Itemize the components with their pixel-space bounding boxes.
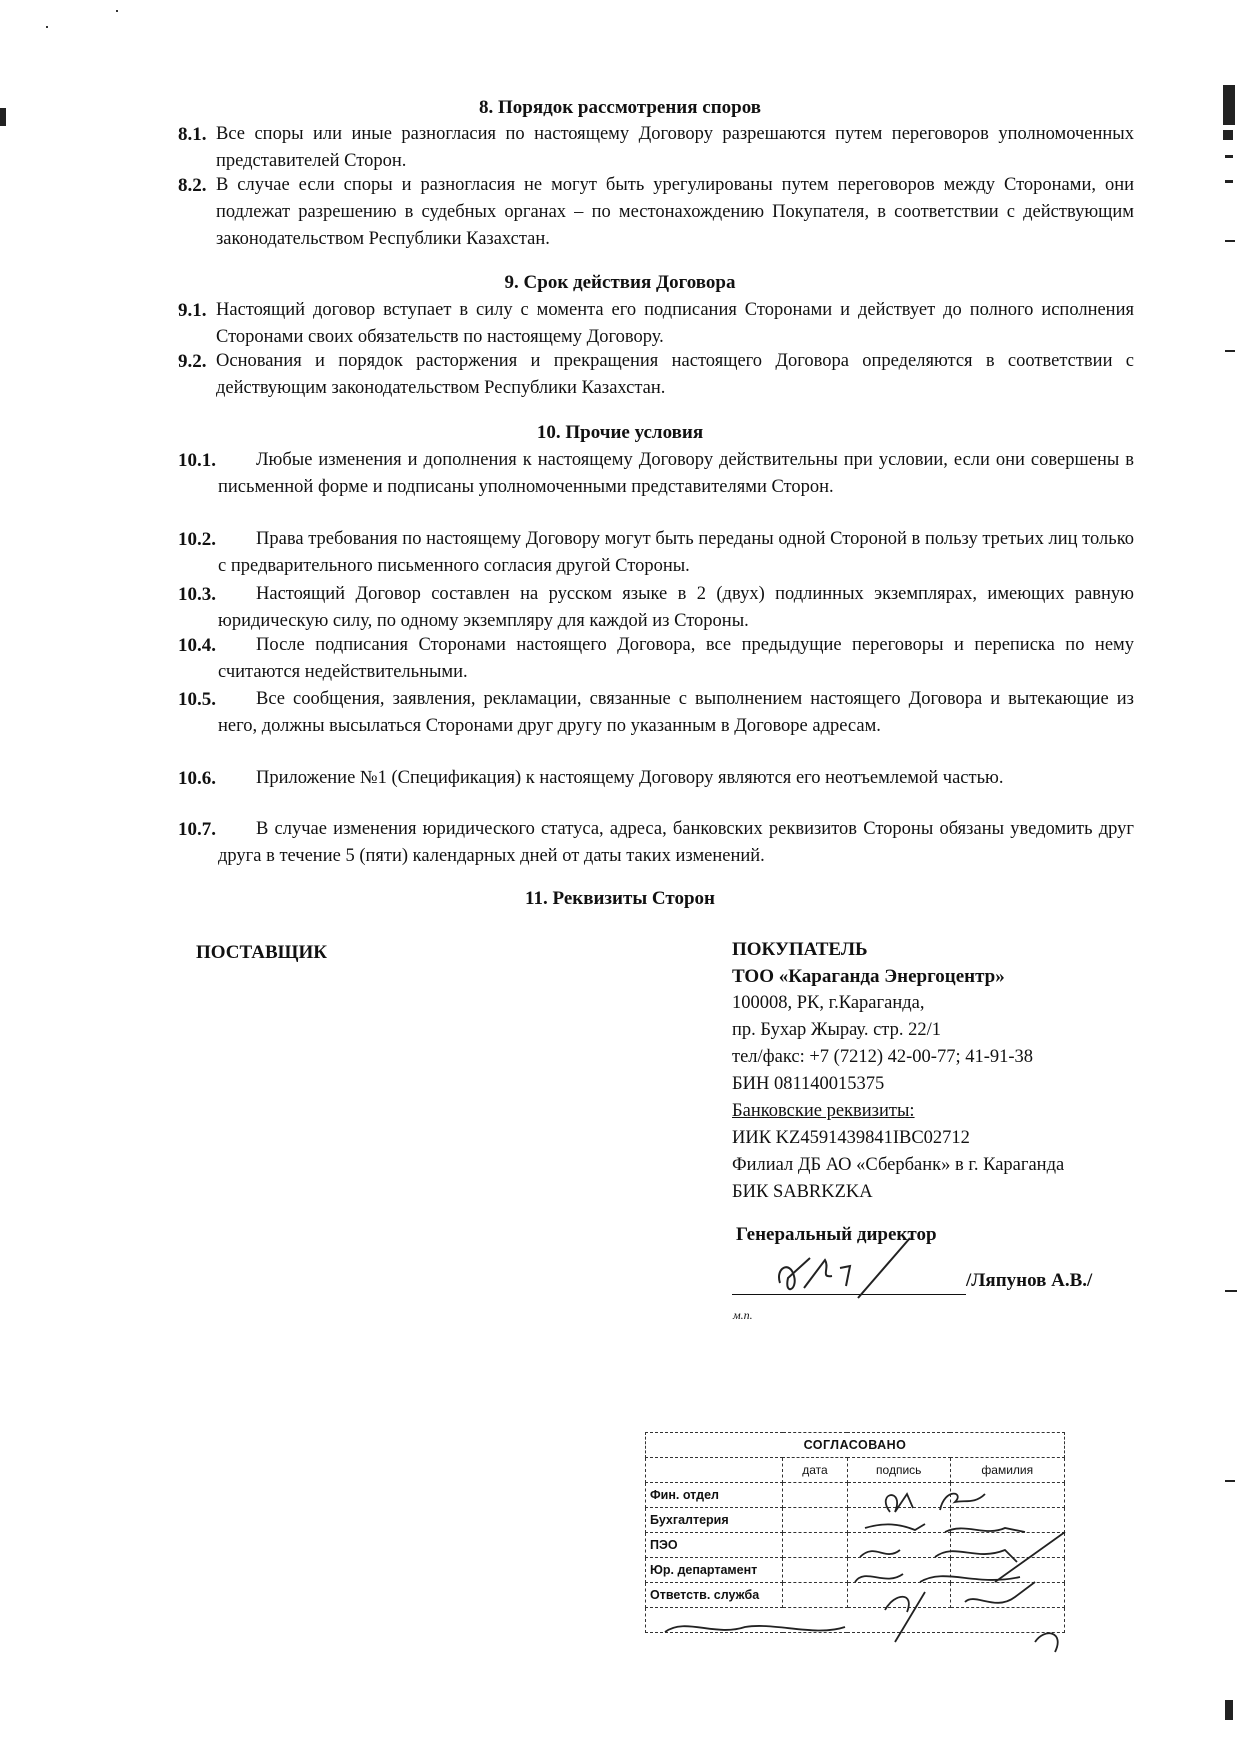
scan-artifact bbox=[1225, 1480, 1235, 1482]
clause-number: 9.2. bbox=[178, 351, 207, 372]
approval-row-label: Юр. департамент bbox=[646, 1558, 783, 1583]
signatory-position: Генеральный директор bbox=[736, 1224, 937, 1245]
scan-artifact bbox=[1223, 85, 1235, 125]
approval-title: СОГЛАСОВАНО bbox=[646, 1433, 1065, 1458]
approval-column-header: подпись bbox=[847, 1458, 950, 1483]
clause-text: После подписания Сторонами настоящего Договора, все предыдущие переговоры и переписка по нему считаются недействительными. bbox=[218, 635, 1134, 682]
clause-number: 8.1. bbox=[178, 124, 207, 145]
clause-10-3 bbox=[178, 581, 1134, 635]
scan-artifact bbox=[1225, 350, 1235, 352]
buyer-iik: ИИК KZ4591439841IBC02712 bbox=[732, 1128, 970, 1148]
director-signature-icon bbox=[770, 1238, 920, 1308]
approval-row-label: Ответств. служба bbox=[646, 1583, 783, 1608]
clause-number: 10.2. bbox=[178, 529, 216, 550]
clause-text: Все сообщения, заявления, рекламации, связанные с выполнением настоящего Договора и вытекающие из него, должны высылаться Сторонами друг другу по указанным в Договоре адресам. bbox=[218, 689, 1134, 736]
clause-10-1 bbox=[178, 447, 1134, 501]
clause-9-2 bbox=[178, 348, 1134, 402]
supplier-label: ПОСТАВЩИК bbox=[196, 942, 328, 963]
clause-number: 8.2. bbox=[178, 175, 207, 196]
clause-number: 10.5. bbox=[178, 689, 216, 710]
approval-stamp bbox=[645, 1432, 1065, 1632]
buyer-company: ТОО «Караганда Энергоцентр» bbox=[732, 966, 1005, 987]
buyer-bik: БИК SABRKZKA bbox=[732, 1182, 873, 1202]
clause-text: Основания и порядок расторжения и прекращения настоящего Договора определяются в соответствии с действующим законодательством Республики Казахстан. bbox=[216, 351, 1134, 398]
scan-artifact bbox=[1225, 240, 1235, 242]
clause-text: Все споры или иные разногласия по настоящему Договору разрешаются путем переговоров уполномоченных представителей Сторон. bbox=[216, 124, 1134, 171]
clause-text: Права требования по настоящему Договору могут быть переданы одной Стороной в пользу третьих лиц только с предварительного письменного согласия другой Стороны. bbox=[218, 529, 1134, 576]
section-heading-8: 8. Порядок рассмотрения споров bbox=[478, 97, 762, 118]
clause-text: Настоящий Договор составлен на русском языке в 2 (двух) подлинных экземплярах, имеющих равную юридическую силу, по одному экземпляру для каждой из Стороны. bbox=[218, 584, 1134, 631]
scan-artifact bbox=[46, 26, 48, 28]
buyer-bank: Филиал ДБ АО «Сбербанк» в г. Караганда bbox=[732, 1155, 1065, 1175]
clause-text: Настоящий договор вступает в силу с момента его подписания Сторонами и действует до полного исполнения Сторонами своих обязательств по настоящему Договору. bbox=[216, 300, 1134, 347]
clause-10-7 bbox=[178, 816, 1134, 870]
approval-column-header: дата bbox=[783, 1458, 848, 1483]
clause-number: 9.1. bbox=[178, 300, 207, 321]
clause-8-1 bbox=[178, 121, 1134, 175]
buyer-phone: тел/факс: +7 (7212) 42-00-77; 41-91-38 bbox=[732, 1047, 1034, 1067]
clause-text: В случае если споры и разногласия не могут быть урегулированы путем переговоров между Сторонами, они подлежат разрешению в судебных органах – по местонахождению Покупателя, в соответствии с действующим законодательством Республики Казахстан. bbox=[216, 175, 1134, 249]
clause-number: 10.3. bbox=[178, 584, 216, 605]
section-heading-10: 10. Прочие условия bbox=[536, 422, 704, 443]
scan-artifact bbox=[1225, 180, 1233, 183]
scan-artifact bbox=[1225, 1290, 1237, 1292]
clause-10-2 bbox=[178, 526, 1134, 580]
approval-signatures-icon bbox=[645, 1432, 1115, 1672]
scan-artifact bbox=[1225, 1700, 1233, 1720]
approval-row-label: ПЭО bbox=[646, 1533, 783, 1558]
clause-text: В случае изменения юридического статуса, адреса, банковских реквизитов Стороны обязаны уведомить друг друга в течение 5 (пяти) календарных дней от даты таких изменений. bbox=[218, 819, 1134, 866]
signatory-name: /Ляпунов А.В./ bbox=[966, 1270, 1093, 1291]
clause-number: 10.7. bbox=[178, 819, 216, 840]
approval-column-header: фамилия bbox=[950, 1458, 1065, 1483]
buyer-bank-label: Банковские реквизиты: bbox=[732, 1101, 915, 1121]
clause-10-6 bbox=[178, 765, 1134, 792]
buyer-address-line2: пр. Бухар Жырау. стр. 22/1 bbox=[732, 1020, 941, 1040]
buyer-details bbox=[732, 936, 1064, 1206]
buyer-bin: БИН 081140015375 bbox=[732, 1074, 885, 1094]
approval-row-label: Бухгалтерия bbox=[646, 1508, 783, 1533]
stamp-place-label: м.п. bbox=[733, 1308, 753, 1322]
clause-10-4 bbox=[178, 632, 1134, 686]
clause-number: 10.6. bbox=[178, 768, 216, 789]
clause-number: 10.1. bbox=[178, 450, 216, 471]
section-heading-9: 9. Срок действия Договора bbox=[504, 272, 736, 293]
scan-artifact bbox=[1223, 130, 1233, 140]
section-heading-11: 11. Реквизиты Сторон bbox=[525, 888, 715, 909]
clause-number: 10.4. bbox=[178, 635, 216, 656]
clause-text: Приложение №1 (Спецификация) к настоящему Договору являются его неотъемлемой частью. bbox=[256, 768, 1004, 788]
scan-artifact bbox=[1225, 155, 1233, 158]
buyer-label: ПОКУПАТЕЛЬ bbox=[732, 939, 868, 960]
buyer-address-line1: 100008, РК, г.Караганда, bbox=[732, 993, 925, 1013]
clause-text: Любые изменения и дополнения к настоящему Договору действительны при условии, если они совершены в письменной форме и подписаны уполномоченными представителями Сторон. bbox=[218, 450, 1134, 497]
clause-9-1 bbox=[178, 297, 1134, 351]
scan-artifact bbox=[0, 108, 6, 126]
clause-8-2 bbox=[178, 172, 1134, 253]
scan-artifact bbox=[116, 10, 118, 12]
clause-10-5 bbox=[178, 686, 1134, 740]
approval-row-label: Фин. отдел bbox=[646, 1483, 783, 1508]
